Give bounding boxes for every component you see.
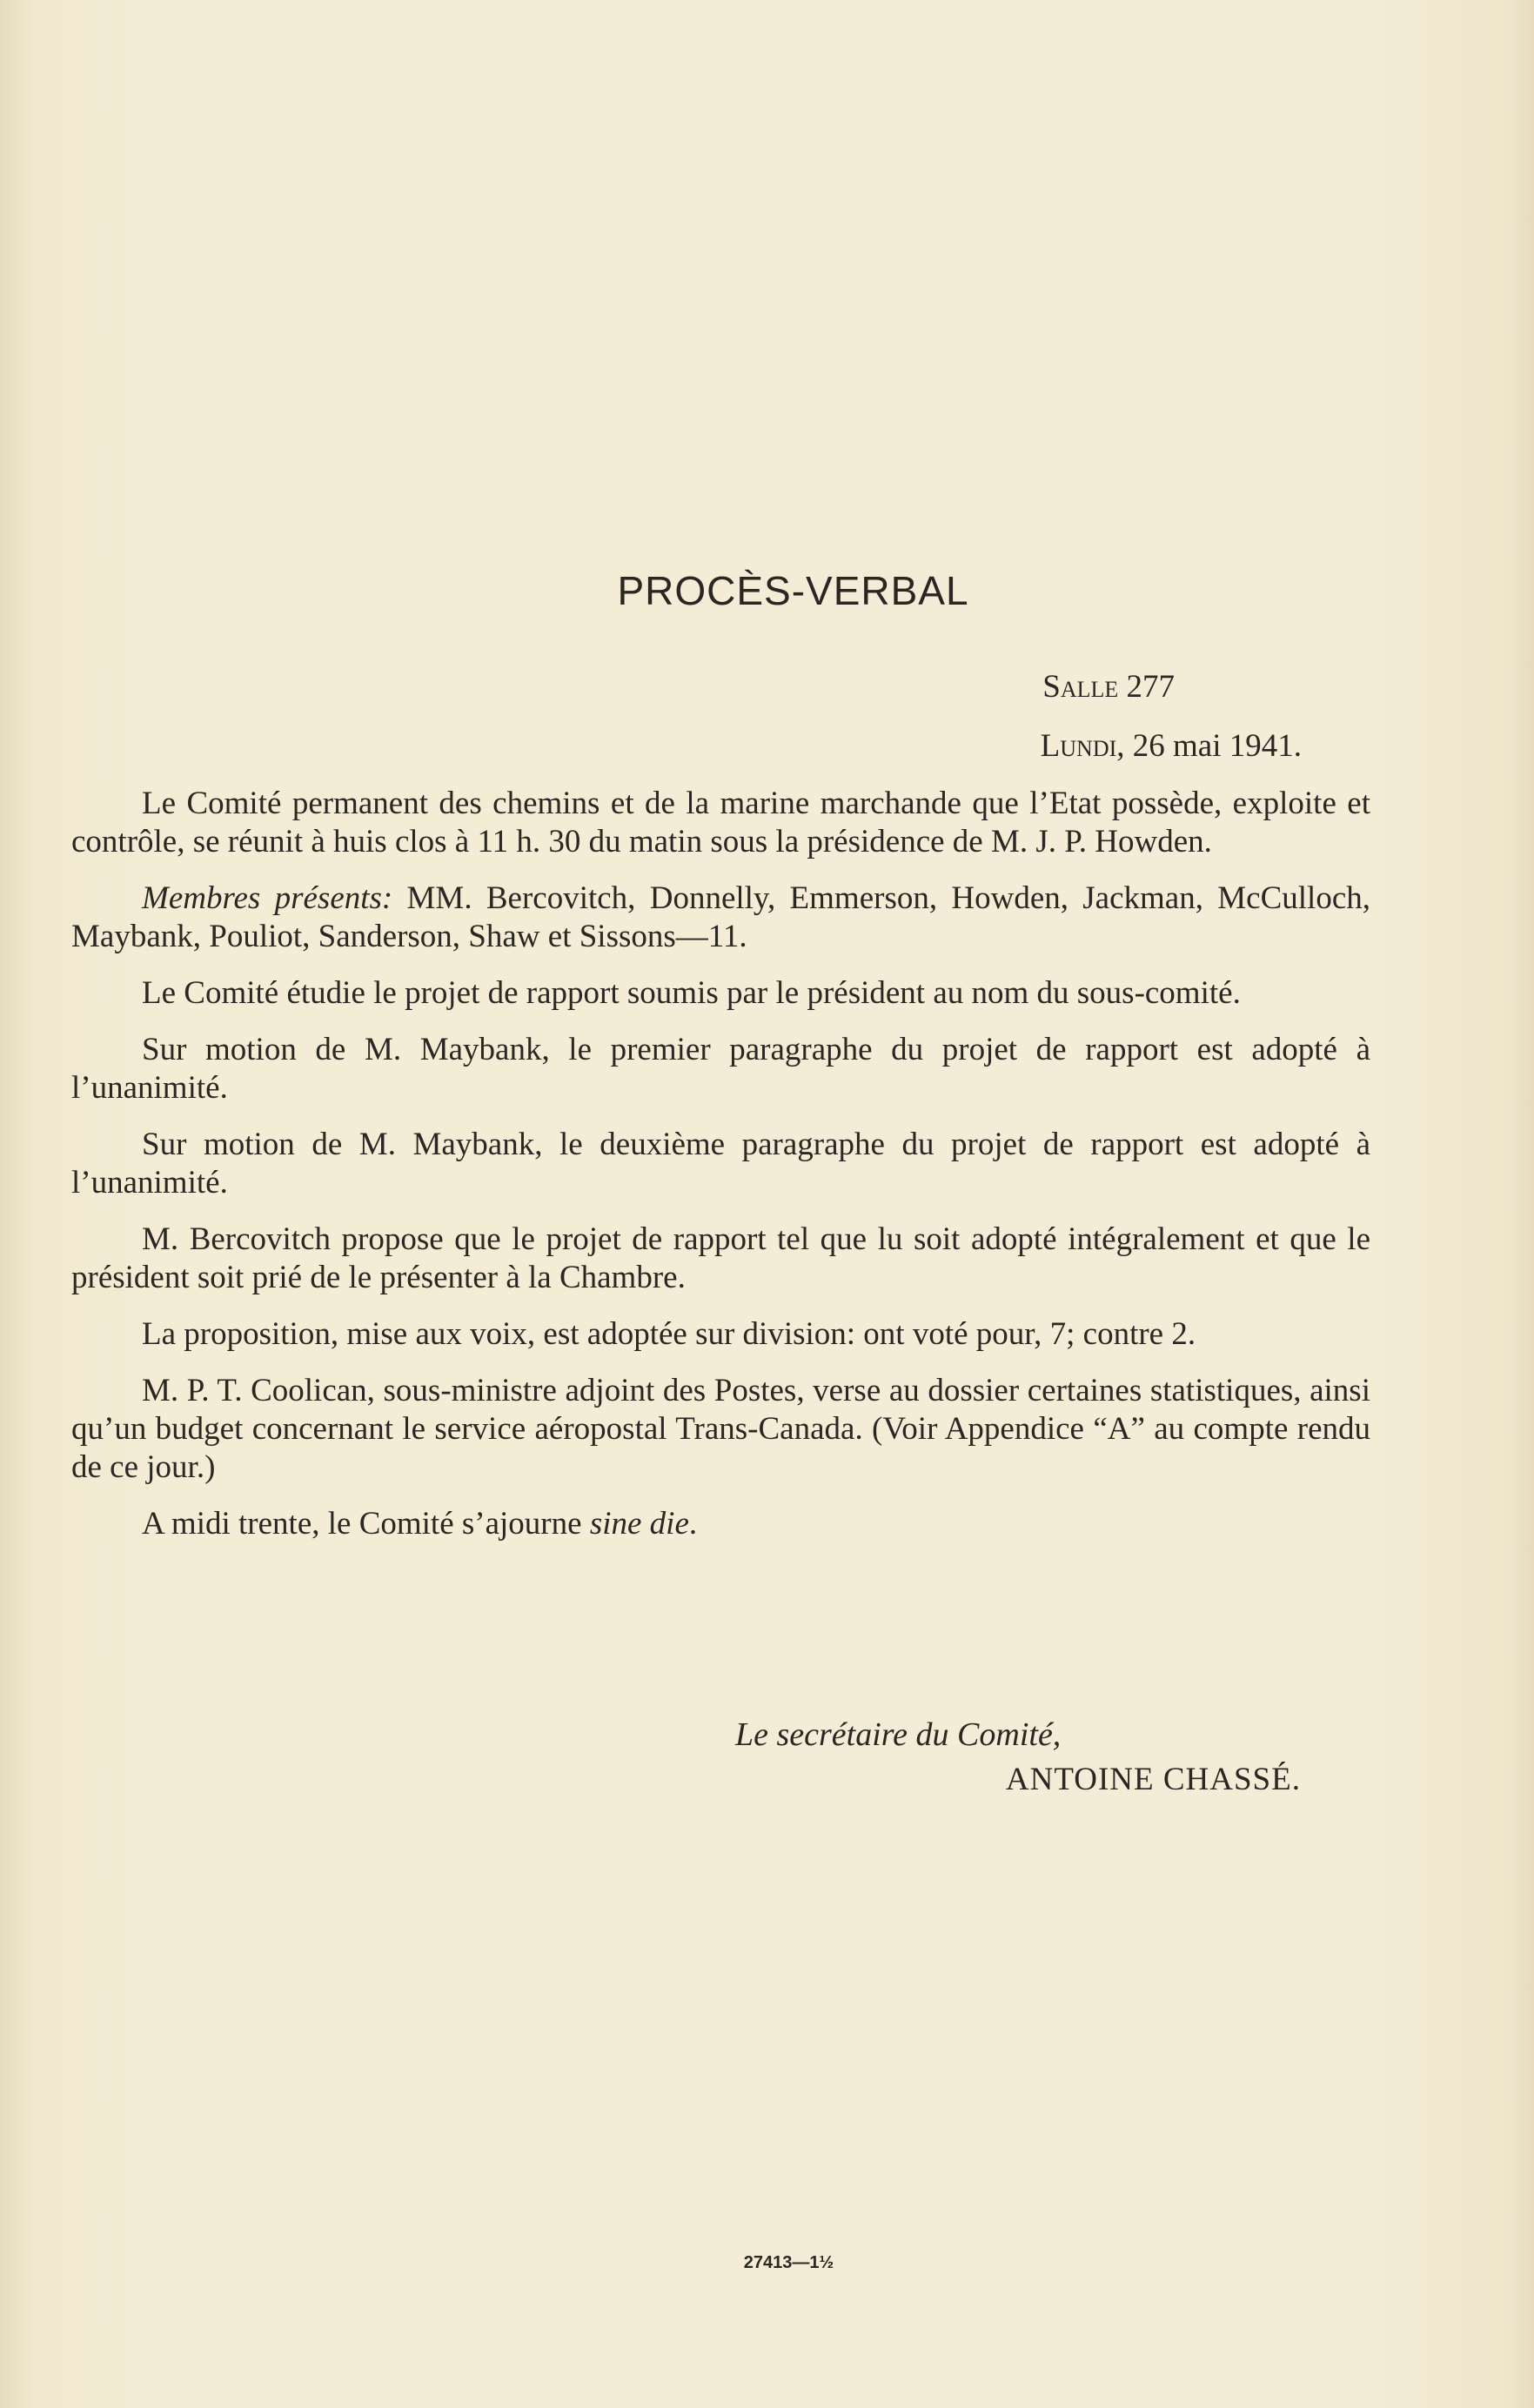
signature-title: Le secrétaire du Comité, xyxy=(735,1716,1062,1753)
paragraph-opening: Le Comité permanent des chemins et de la marine marchande que l’Etat possède, exploite et contrôle, se réunit à huis clos à 11 h. 30 du matin sous la présidence de M. J. P. Howden. xyxy=(71,786,1370,860)
paragraph-adjourn xyxy=(71,1505,1370,1543)
minutes-body xyxy=(71,785,1370,1543)
paragraph-study: Le Comité étudie le projet de rapport soumis par le président au nom du sous-comité. xyxy=(142,975,1241,1011)
paragraph-motion-1: Sur motion de M. Maybank, le premier paragraphe du projet de rapport est adopté à l’unanimité. xyxy=(71,1032,1370,1106)
paragraph-vote: La proposition, mise aux voix, est adoptée sur division: ont voté pour, 7; contre 2. xyxy=(142,1316,1196,1352)
adjourn-italic: sine die xyxy=(589,1506,689,1542)
date-rest: , 26 mai 1941. xyxy=(1116,728,1302,764)
date-day: Lundi xyxy=(1040,728,1117,764)
members-list: MM. Bercovitch, Donnelly, Emmerson, Howden, Jackman, McCulloch, Maybank, Pouliot, Sanderson, Shaw et Sissons—11. xyxy=(71,880,1370,954)
signature-name: ANTOINE CHASSÉ. xyxy=(1005,1762,1301,1797)
members-label: Membres présents: xyxy=(142,880,393,916)
document-title: PROCÈS-VERBAL xyxy=(617,568,969,613)
adjourn-text: A midi trente, le Comité s’ajourne xyxy=(142,1506,590,1542)
paragraph-proposal: M. Bercovitch propose que le projet de rapport tel que lu soit adopté intégralement et que le président soit prié de le présenter à la Chambre. xyxy=(71,1221,1370,1295)
print-code: 27413—1½ xyxy=(743,2253,834,2272)
paragraph-motion-2: Sur motion de M. Maybank, le deuxième paragraphe du projet de rapport est adopté à l’unanimité. xyxy=(71,1127,1370,1201)
room-line xyxy=(1042,668,1175,706)
date-line xyxy=(1041,727,1302,765)
adjourn-end: . xyxy=(688,1506,698,1542)
room-label: Salle xyxy=(1042,669,1119,705)
room-number: 277 xyxy=(1126,669,1175,705)
paragraph-statistics: M. P. T. Coolican, sous-ministre adjoint des Postes, verse au dossier certaines statistiques, ainsi qu’un budget concernant le service aéropostal Trans-Canada. (Voir Appendice “A” au compte rendu de ce jour.) xyxy=(71,1373,1370,1485)
paragraph-members xyxy=(71,880,1370,956)
